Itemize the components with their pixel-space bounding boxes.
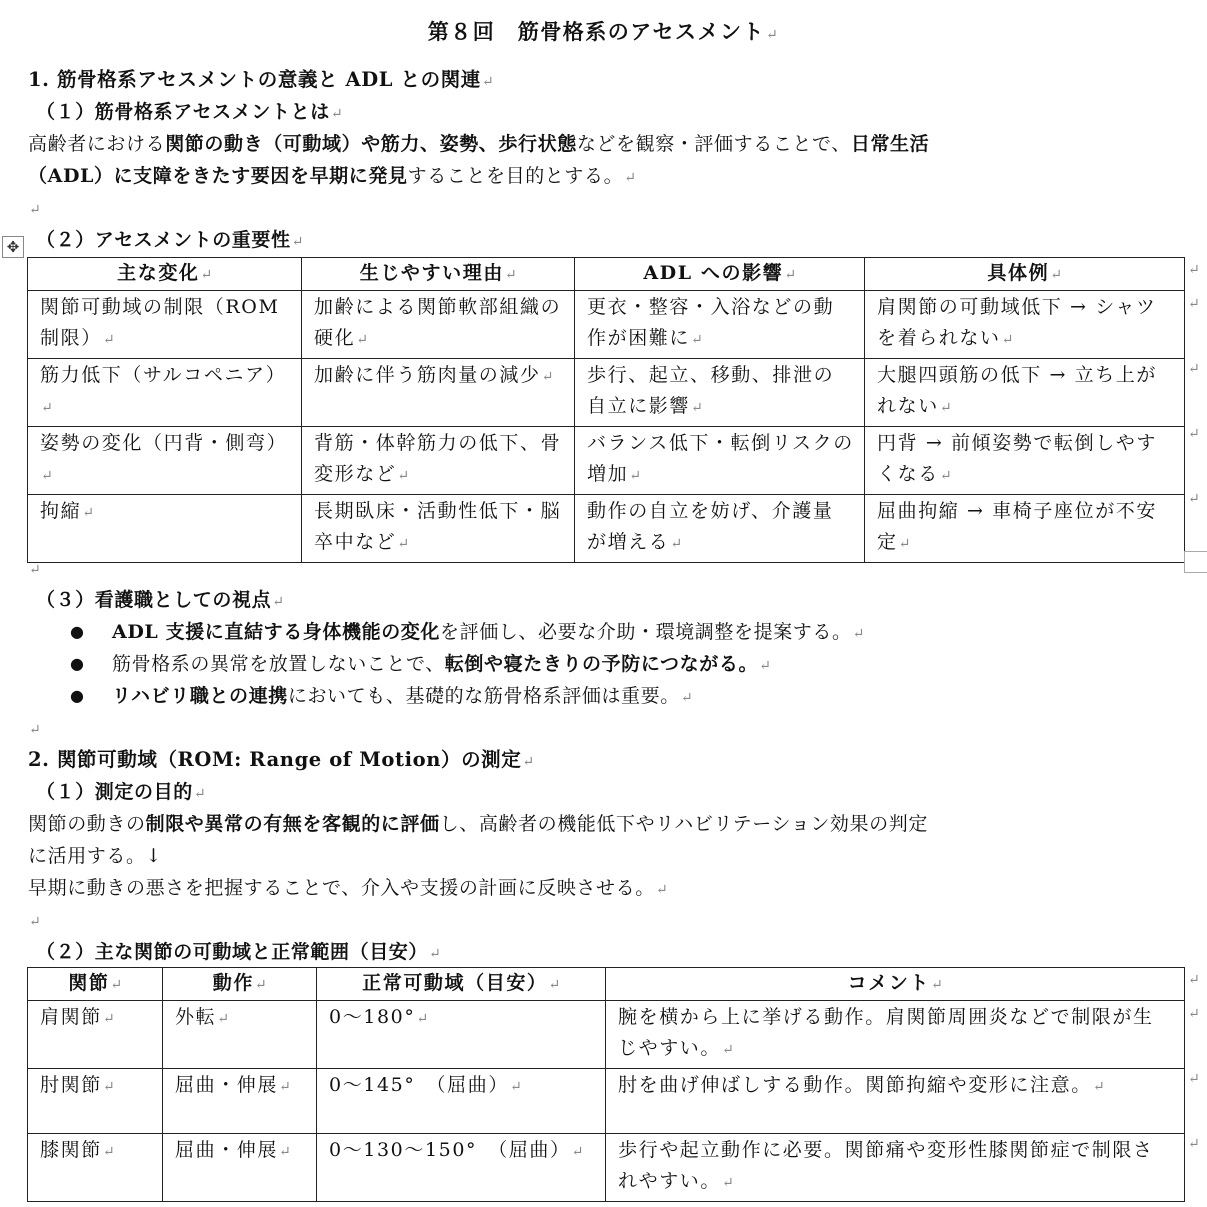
table-cell: 長期臥床・活動性低下・脳卒中など↵ [302, 495, 575, 563]
table-header-cell: ADL への影響↵ [575, 258, 865, 291]
table-cell: 外転↵ [163, 1001, 317, 1069]
section1-sub1-text-line2: （ADL）に支障をきたす要因を早期に発見することを目的とする。↵ [28, 165, 637, 187]
table-header-cell: コメント↵ [606, 968, 1185, 1001]
viewpoint-bullet-item: リハビリ職との連携においても、基礎的な筋骨格系評価は重要。↵ [112, 685, 694, 707]
table-row [28, 291, 1185, 359]
table-cell: 腕を横から上に挙げる動作。肩関節周囲炎などで制限が生じやすい。↵ [606, 1001, 1185, 1069]
table-row [28, 427, 1185, 495]
table-header-row [28, 968, 1185, 1001]
table-cell: 大腿四頭筋の低下 → 立ち上がれない↵ [865, 359, 1185, 427]
table-cell: 膝関節↵ [28, 1134, 163, 1202]
table-cell: 屈曲拘縮 → 車椅子座位が不安定↵ [865, 495, 1185, 563]
table-header-cell: 生じやすい理由↵ [302, 258, 575, 291]
section2-sub1-text-line2: に活用する。↓ [28, 845, 163, 867]
section1-sub1-text-line1: 高齢者における関節の動き（可動域）や筋力、姿勢、歩行状態などを観察・評価することで、日常生活 [28, 133, 930, 155]
section2-sub1-heading: （１）測定の目的↵ [36, 781, 207, 803]
table-cell: 加齢による関節軟部組織の硬化↵ [302, 291, 575, 359]
section2-sub1-text-line1: 関節の動きの制限や異常の有無を客観的に評価し、高齢者の機能低下やリハビリテーション効果の判定 [28, 813, 928, 835]
empty-paragraph: ↵ [29, 202, 42, 218]
importance-table [27, 257, 1185, 563]
table-cell: 屈曲・伸展↵ [163, 1069, 317, 1134]
table-header-cell: 動作↵ [163, 968, 317, 1001]
empty-paragraph: ↵ [29, 722, 42, 738]
viewpoint-bullet-item: ADL 支援に直結する身体機能の変化を評価し、必要な介助・環境調整を提案する。↵ [112, 621, 865, 643]
empty-paragraph: ↵ [29, 562, 42, 578]
table-cell: 0～130～150° （屈曲）↵ [317, 1134, 606, 1202]
table-cell: 姿勢の変化（円背・側弯）↵ [28, 427, 302, 495]
table-cell: 関節可動域の制限（ROM 制限）↵ [28, 291, 302, 359]
row-end-mark: ↵ [1188, 1006, 1200, 1022]
row-end-mark: ↵ [1188, 972, 1200, 988]
table-cell: 加齢に伴う筋肉量の減少↵ [302, 359, 575, 427]
bullet-icon: ● [70, 686, 84, 705]
row-end-mark: ↵ [1188, 491, 1200, 507]
row-end-mark: ↵ [1188, 262, 1200, 278]
table-cell: 肘関節↵ [28, 1069, 163, 1134]
table-cell: 0～145° （屈曲）↵ [317, 1069, 606, 1134]
bullet-icon: ● [70, 654, 84, 673]
row-end-mark: ↵ [1188, 426, 1200, 442]
bullet-icon: ● [70, 622, 84, 641]
table-row [28, 359, 1185, 427]
table-cell: 動作の自立を妨げ、介護量が増える↵ [575, 495, 865, 563]
document-title: 第８回 筋骨格系のアセスメント↵ [427, 19, 780, 44]
viewpoint-bullet-item: 筋骨格系の異常を放置しないことで、転倒や寝たきりの予防につながる。↵ [112, 653, 772, 675]
table-cell: 拘縮↵ [28, 495, 302, 563]
table-header-cell: 具体例↵ [865, 258, 1185, 291]
row-end-mark: ↵ [1188, 361, 1200, 377]
table-header-cell: 関節↵ [28, 968, 163, 1001]
table-cell: 肘を曲げ伸ばしする動作。関節拘縮や変形に注意。↵ [606, 1069, 1185, 1134]
table-cell: 屈曲・伸展↵ [163, 1134, 317, 1202]
table-cell: 0～180°↵ [317, 1001, 606, 1069]
table-header-cell: 主な変化↵ [28, 258, 302, 291]
table-cell: 筋力低下（サルコペニア）↵ [28, 359, 302, 427]
section2-heading: 2. 関節可動域（ROM: Range of Motion）の測定↵ [28, 748, 535, 771]
table-row [28, 1134, 1185, 1202]
table-cell: バランス低下・転倒リスクの増加↵ [575, 427, 865, 495]
row-end-mark: ↵ [1188, 296, 1200, 312]
row-end-mark: ↵ [1188, 1136, 1200, 1152]
table-cell: 肩関節の可動域低下 → シャツを着られない↵ [865, 291, 1185, 359]
table-row [28, 1001, 1185, 1069]
rom-table [27, 967, 1185, 1202]
section2-sub1-text-line3: 早期に動きの悪さを把握することで、介入や支援の計画に反映させる。↵ [28, 877, 669, 899]
section1-sub3-heading: （３）看護職としての視点↵ [36, 589, 285, 611]
table-header-row [28, 258, 1185, 291]
row-end-mark: ↵ [1188, 1071, 1200, 1087]
section1-sub1-heading: （１）筋骨格系アセスメントとは↵ [36, 101, 344, 123]
section2-sub2-heading: （２）主な関節の可動域と正常範囲（目安）↵ [36, 941, 442, 963]
empty-paragraph: ↵ [29, 914, 42, 930]
table-row [28, 1069, 1185, 1134]
table-cell: 歩行や起立動作に必要。関節痛や変形性膝関節症で制限されやすい。↵ [606, 1134, 1185, 1202]
section1-sub2-heading: （２）アセスメントの重要性↵ [36, 229, 304, 251]
table-cell: 肩関節↵ [28, 1001, 163, 1069]
section1-heading: 1. 筋骨格系アセスメントの意義と ADL との関連↵ [28, 68, 495, 91]
table-cell: 更衣・整容・入浴などの動作が困難に↵ [575, 291, 865, 359]
table-cell: 背筋・体幹筋力の低下、骨変形など↵ [302, 427, 575, 495]
table-cell: 歩行、起立、移動、排泄の自立に影響↵ [575, 359, 865, 427]
table-resize-handle[interactable] [1184, 551, 1207, 573]
table-header-cell: 正常可動域（目安）↵ [317, 968, 606, 1001]
table-cell: 円背 → 前傾姿勢で転倒しやすくなる↵ [865, 427, 1185, 495]
table-move-handle-icon[interactable]: ✥ [2, 236, 24, 258]
